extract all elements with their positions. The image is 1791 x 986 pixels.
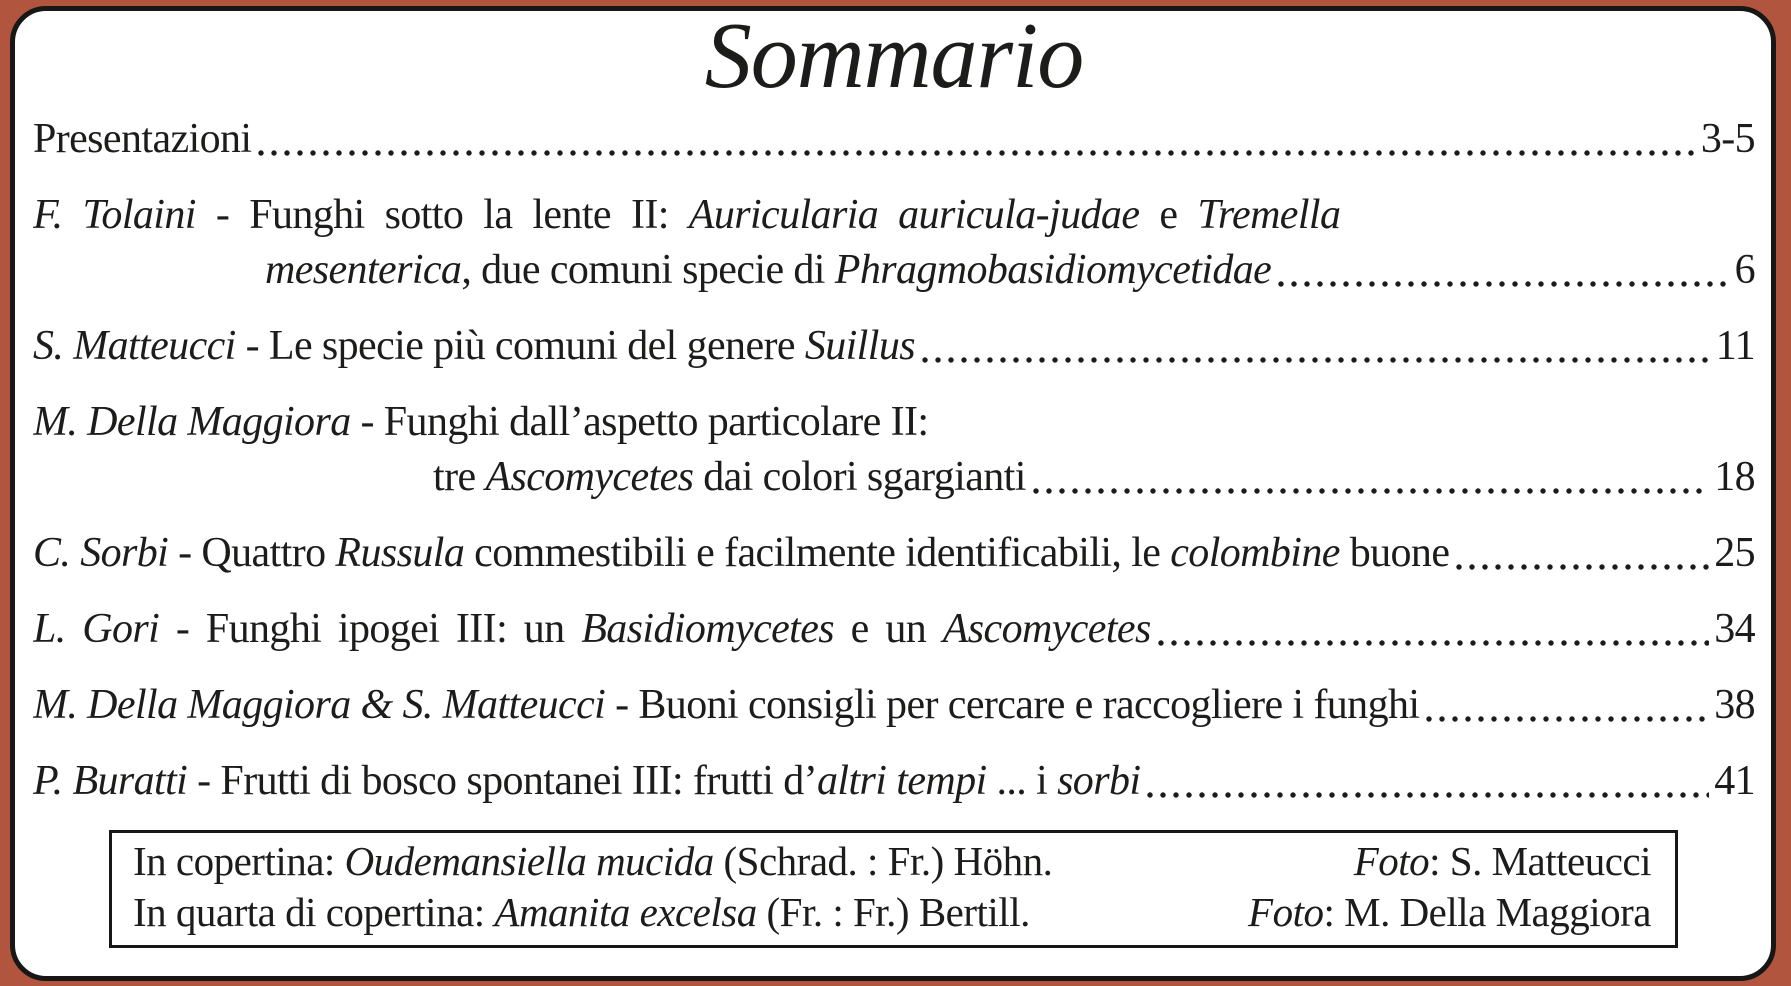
entry-text: dai colori sgargianti [693, 454, 1026, 500]
toc-line [33, 188, 1755, 243]
entry-text: ... i [986, 758, 1058, 804]
author-name: M. Della Maggiora [33, 399, 351, 445]
author-name: C. Sorbi [33, 530, 169, 576]
toc-line [33, 395, 1755, 450]
author-name: L. Gori [33, 606, 160, 652]
page-number: 18 [1714, 454, 1755, 500]
page-number: 6 [1734, 247, 1755, 293]
toc-entry-buratti [33, 754, 1755, 809]
emphasis-text: sorbi [1057, 758, 1141, 804]
dot-leader [1278, 281, 1729, 287]
dot-leader [258, 150, 1695, 156]
author-name: S. Matteucci [33, 323, 236, 369]
entry-text: e un [834, 606, 943, 652]
dot-leader [1158, 640, 1709, 646]
credit-text: : S. Matteucci [1429, 838, 1651, 884]
photo-credit [1354, 836, 1651, 887]
species-name: Suillus [804, 323, 915, 369]
toc-entry-dellamaggiora-matteucci [33, 678, 1755, 733]
entry-text: - Frutti di bosco spontanei III: frutti d’ [187, 758, 818, 804]
credit-text: (Schrad. : Fr.) Höhn. [713, 838, 1053, 884]
cover-credit-row [133, 836, 1651, 887]
page-title: Sommario [704, 6, 1084, 108]
toc-entry-presentazioni [33, 112, 1755, 167]
toc-line [33, 526, 1755, 581]
toc-entry-sorbi [33, 526, 1755, 581]
species-name: Amanita excelsa [494, 889, 757, 935]
species-name: Oudemansiella mucida [344, 838, 714, 884]
entry-text: tre [433, 454, 486, 500]
credit-text: (Fr. : Fr.) Bertill. [756, 889, 1030, 935]
cover-description [133, 836, 1052, 887]
toc-entry-gori [33, 602, 1755, 657]
credit-text: In quarta di copertina: [133, 889, 495, 935]
author-name: F. Tolaini [33, 192, 196, 238]
entry-text: e [1139, 192, 1198, 238]
entry-text: Presentazioni [33, 116, 252, 162]
entry-text: - Buoni consigli per cercare e raccogliere i funghi [605, 682, 1420, 728]
species-name: Ascomycetes [485, 454, 694, 500]
toc-entry-tolaini [33, 188, 1755, 298]
entry-text: buone [1339, 530, 1450, 576]
cover-credits-box [109, 830, 1678, 948]
dot-leader [1426, 716, 1709, 722]
species-name: Basidiomycetes [581, 606, 835, 652]
species-name: colombine [1170, 530, 1340, 576]
species-name: mesenterica [265, 247, 462, 293]
dot-leader [1147, 792, 1709, 798]
page-number: 38 [1714, 682, 1755, 728]
entry-text: commestibili e facilmente identificabili, le [464, 530, 1171, 576]
entry-text: , due comuni specie di [461, 247, 835, 293]
photo-credit [1248, 887, 1651, 938]
page-number: 41 [1714, 758, 1755, 804]
entry-text: - Le specie più comuni del genere [235, 323, 805, 369]
credit-label: Foto [1248, 889, 1324, 935]
toc-line [33, 243, 1755, 298]
entry-text: - Funghi dall’aspetto particolare II: [350, 399, 929, 445]
entry-text: - Funghi ipogei III: un [159, 606, 582, 652]
toc-line [33, 602, 1755, 657]
author-name: M. Della Maggiora & S. Matteucci [33, 682, 606, 728]
page-number: 3-5 [1700, 116, 1755, 162]
toc-entry-dellamaggiora [33, 395, 1755, 505]
toc-line [33, 319, 1755, 374]
entry-text: - Quattro [168, 530, 336, 576]
page-number: 34 [1714, 606, 1755, 652]
toc-line [33, 678, 1755, 733]
species-name: Russula [335, 530, 465, 576]
author-name: P. Buratti [33, 758, 188, 804]
species-name: Tremella [1197, 192, 1341, 238]
page-number: 25 [1714, 530, 1755, 576]
dot-leader [1456, 564, 1709, 570]
species-name: Phragmobasidiomycetidae [834, 247, 1272, 293]
credit-text: In copertina: [133, 838, 345, 884]
page-number: 11 [1715, 323, 1755, 369]
dot-leader [922, 357, 1711, 363]
dot-leader [1033, 488, 1709, 494]
toc-line [33, 754, 1755, 809]
species-name: Ascomycetes [942, 606, 1151, 652]
sommario-panel [10, 6, 1776, 981]
toc-entry-matteucci [33, 319, 1755, 374]
credit-text: : M. Della Maggiora [1323, 889, 1651, 935]
toc-line [33, 112, 1755, 167]
emphasis-text: altri tempi [817, 758, 987, 804]
credit-label: Foto [1353, 838, 1430, 884]
cover-description [133, 887, 1030, 938]
species-name: Auricularia auricula-judae [688, 192, 1140, 238]
table-of-contents [33, 112, 1755, 809]
entry-text: - Funghi sotto la lente II: [195, 192, 689, 238]
toc-line [33, 450, 1755, 505]
cover-credit-row [133, 887, 1651, 938]
